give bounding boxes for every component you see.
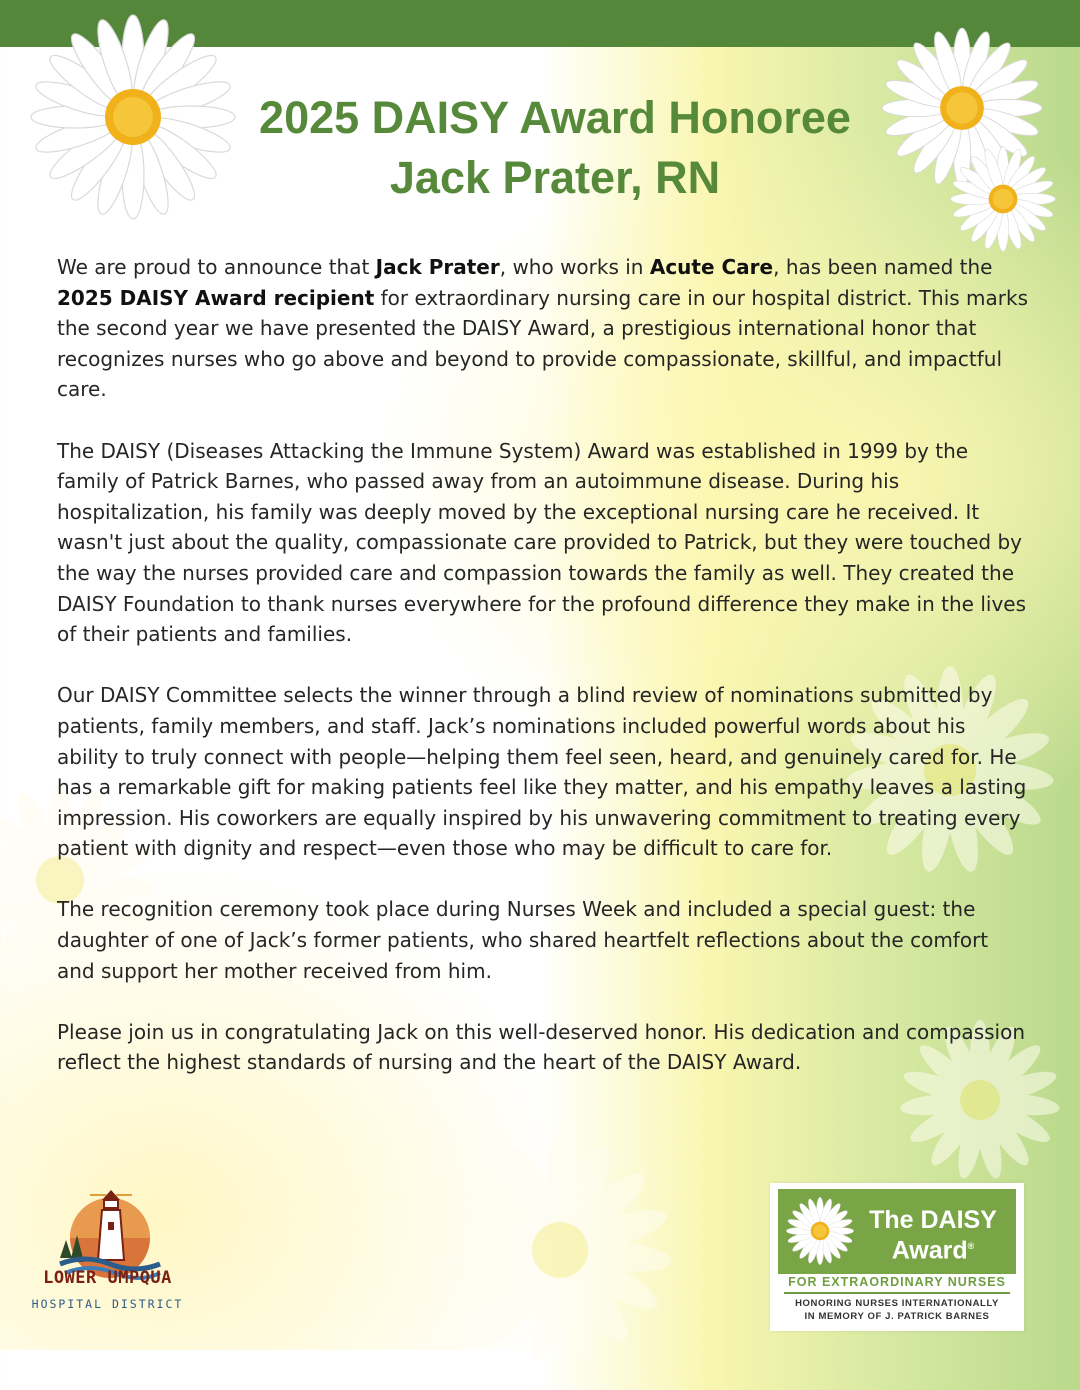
paragraph-congratulations: Please join us in congratulating Jack on this well-deserved honor. His dedication and compassion reflect the highest standards of nursing and the heart of the DAISY Award. xyxy=(57,1019,1025,1075)
page-title xyxy=(0,88,1080,208)
daisy-award-title: The DAISY Award® xyxy=(869,1206,997,1265)
title-line-honoree: Jack Prater, RN xyxy=(389,152,721,203)
daisy-flower-icon xyxy=(782,1193,858,1269)
hospital-subtitle: HOSPITAL DISTRICT xyxy=(31,1297,184,1311)
paragraph-selection: Our DAISY Committee selects the winner through a blind review of nominations submitted by patients, family members, and staff. Jack’s nominations included powerful words about his ability to truly connect with people—helping them feel seen, heard, and genuinely cared for. He has a remarkable gift for making patients feel like they matter, and his empathy leaves a lasting impression. His coworkers are equally inspired by his unwavering commitment to treating every patient with dignity and respect—even those who may be difficult to care for. xyxy=(57,683,1027,861)
paragraph-ceremony: The recognition ceremony took place during Nurses Week and included a special guest: the daughter of one of Jack’s former patients, who shared heartfelt reflections about the comfort and support her mother received from him. xyxy=(57,897,989,983)
award-name: 2025 DAISY Award recipient xyxy=(57,285,375,310)
title-line-award: 2025 DAISY Award Honoree xyxy=(259,92,851,143)
divider xyxy=(784,1292,1010,1294)
background-daisy-icon xyxy=(420,1110,700,1390)
announcement-body xyxy=(57,252,1032,1109)
hospital-name: LOWER UMPQUA xyxy=(43,1268,172,1288)
daisy-award-memorial: HONORING NURSES INTERNATIONALLY IN MEMORY OF J. PATRICK BARNES xyxy=(795,1298,999,1322)
paragraph-announcement: We are proud to announce that Jack Prater, who works in Acute Care, has been named the 2025 DAISY Award recipient for extraordinary nursing care in our hospital district. This marks the second year we have presented the DAISY Award, a prestigious international honor that recognizes nurses who go above and beyond to provide compassionate, skillful, and impactful care. xyxy=(57,255,1028,402)
department-name: Acute Care xyxy=(649,255,774,279)
daisy-award-badge-panel xyxy=(778,1189,1016,1274)
daisy-award-logo xyxy=(770,1183,1024,1331)
daisy-award-tagline: FOR EXTRAORDINARY NURSES xyxy=(788,1275,1006,1289)
honoree-name: Jack Prater xyxy=(375,255,500,279)
paragraph-history: The DAISY (Diseases Attacking the Immune System) Award was established in 1999 by the family of Patrick Barnes, who passed away from an autoimmune disease. During his hospitalization, his family was deeply moved by the exceptional nursing care he received. It wasn't just about the quality, compassionate care provided to Patrick, but they were touched by the way the nurses provided care and compassion towards the family as well. They created the DAISY Foundation to thank nurses everywhere for the profound difference they make in the lives of their patients and families. xyxy=(57,438,1027,647)
